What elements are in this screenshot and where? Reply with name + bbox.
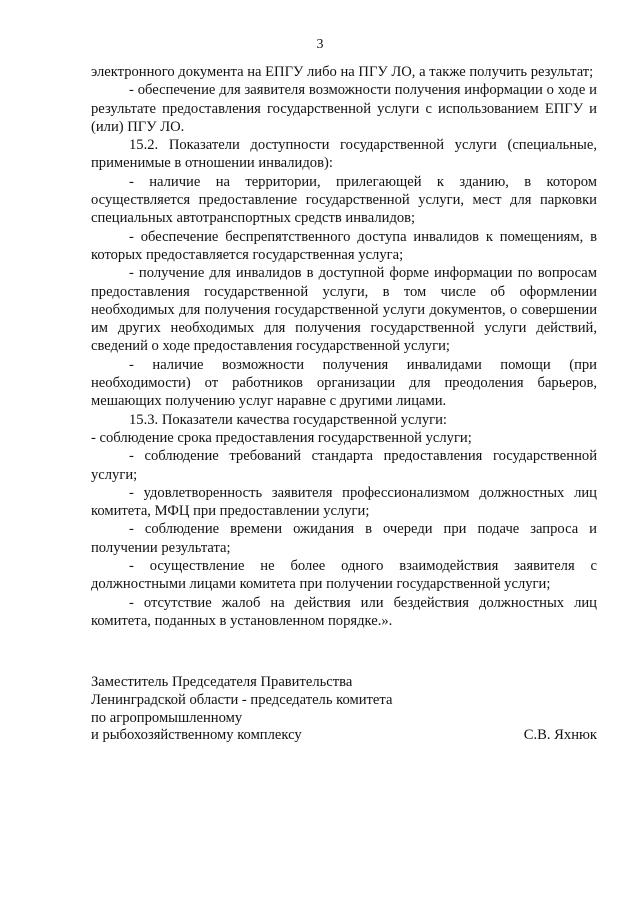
paragraph: - обеспечение для заявителя возможности получения информации о ходе и результате предоставления государственной услуги с использованием ЕПГУ и (или) ПГУ ЛО. (91, 82, 597, 135)
paragraph: - обеспечение беспрепятственного доступа инвалидов к помещениям, в которых предоставляется государственная услуга; (91, 228, 597, 263)
paragraph: - соблюдение срока предоставления государственной услуги; (91, 429, 472, 446)
signature-block (91, 674, 597, 745)
paragraph: - соблюдение времени ожидания в очереди при подаче запроса и получении результата; (91, 521, 597, 556)
paragraph: - осуществление не более одного взаимодействия заявителя с должностными лицами комитета при получении государственной услуги; (91, 558, 597, 593)
paragraph: - соблюдение требований стандарта предоставления государственной услуги; (91, 448, 597, 483)
page-number: 3 (316, 37, 324, 52)
document-body (91, 63, 597, 630)
signatory-position-line: Ленинградской области - председатель комитета (91, 691, 393, 708)
signature-final-line (91, 727, 597, 745)
paragraph: 15.3. Показатели качества государственной услуги: (129, 411, 447, 428)
signatory-position-line: по агропромышленному (91, 709, 243, 726)
signatory-position-line: и рыбохозяйственному комплексу (91, 727, 302, 744)
paragraph: 15.2. Показатели доступности государственной услуги (специальные, применимые в отношении инвалидов): (91, 137, 597, 172)
paragraph: - наличие на территории, прилегающей к зданию, в котором осуществляется предоставление государственной услуги, мест для парковки специальных автотранспортных средств инвалидов; (91, 173, 597, 227)
signatory-position-line: Заместитель Председателя Правительства (91, 674, 353, 690)
paragraph: - наличие возможности получения инвалидами помощи (при необходимости) от работников организации для преодоления барьеров, мешающих получению услуг наравне с другими лицами. (91, 356, 597, 410)
paragraph: - отсутствие жалоб на действия или бездействия должностных лиц комитета, поданных в установленном порядке.». (91, 594, 597, 629)
paragraph: электронного документа на ЕПГУ либо на ПГУ ЛО, а также получить результат; (91, 64, 594, 80)
signatory-name: С.В. Яхнюк (523, 727, 597, 744)
paragraph: - получение для инвалидов в доступной форме информации по вопросам предоставления государственной услуги, в том числе об оформлении необходимых для получения государственной услуги документов, о совершении им других необходимых для получения государственной услуги действий, сведений о ходе предоставления государственной услуги; (91, 265, 597, 355)
paragraph: - удовлетворенность заявителя профессионализмом должностных лиц комитета, МФЦ при предоставлении услуги; (91, 484, 597, 520)
